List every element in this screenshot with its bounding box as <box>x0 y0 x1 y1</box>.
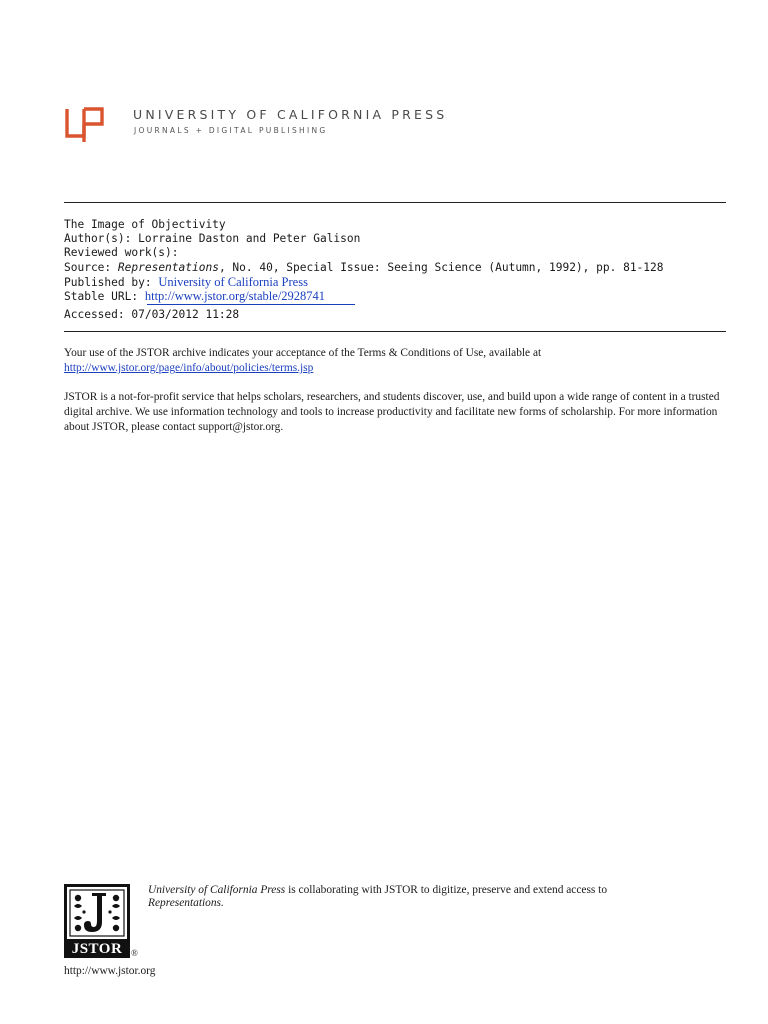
jstor-logo-icon <box>64 884 130 958</box>
source-line <box>64 261 664 276</box>
collab-text: is collaborating with JSTOR to digitize, preserve and extend access to <box>285 884 608 896</box>
terms-text: Your use of the JSTOR archive indicates your acceptance of the Terms & Conditions of Use, available at <box>64 347 542 359</box>
source-label: Source: <box>64 261 112 274</box>
reviewed-works-label: Reviewed work(s): <box>64 246 179 259</box>
accessed-value: 07/03/2012 11:28 <box>131 308 240 321</box>
stable-url-underline <box>147 304 355 305</box>
jstor-logo-text: JSTOR <box>71 941 123 957</box>
accessed-label: Accessed: <box>64 308 125 321</box>
ucp-logo-icon <box>64 106 106 144</box>
source-details: , No. 40, Special Issue: Seeing Science (Autumn, 1992), pp. 81-128 <box>218 261 664 274</box>
jstor-home-link[interactable]: http://www.jstor.org <box>64 965 156 977</box>
stable-url-label: Stable URL: <box>64 290 139 303</box>
publisher-link[interactable]: University of California Press <box>158 275 308 289</box>
article-title: The Image of Objectivity <box>64 218 226 231</box>
collab-journal: Representations. <box>148 896 224 909</box>
stable-url-line <box>64 289 325 305</box>
collab-publisher: University of California Press <box>148 884 286 896</box>
authors-value: Lorraine Daston and Peter Galison <box>138 232 361 245</box>
source-journal: Representations <box>117 261 219 274</box>
publisher-name: UNIVERSITY OF CALIFORNIA PRESS <box>133 107 448 122</box>
about-jstor-paragraph: JSTOR is a not-for-profit service that helps scholars, researchers, and students discover, use, and build upon a wide range of content in a trusted digital archive. We use information technology and tools to increase productivity and facilitate new forms of scholarship. For more information about JSTOR, please contact support@jstor.org. <box>64 391 720 434</box>
terms-paragraph <box>64 346 744 376</box>
accessed-line <box>64 308 239 323</box>
authors-label: Author(s): <box>64 232 132 245</box>
registered-mark: ® <box>131 948 138 958</box>
published-by-label: Published by: <box>64 276 152 289</box>
terms-link[interactable]: http://www.jstor.org/page/info/about/policies/terms.jsp <box>64 362 314 375</box>
publisher-subtitle: JOURNALS + DIGITAL PUBLISHING <box>134 126 328 135</box>
stable-url-link[interactable]: http://www.jstor.org/stable/2928741 <box>144 289 326 303</box>
top-divider <box>64 202 726 203</box>
bottom-divider <box>64 331 726 332</box>
collaboration-note <box>148 884 738 909</box>
authors-line <box>64 232 360 247</box>
